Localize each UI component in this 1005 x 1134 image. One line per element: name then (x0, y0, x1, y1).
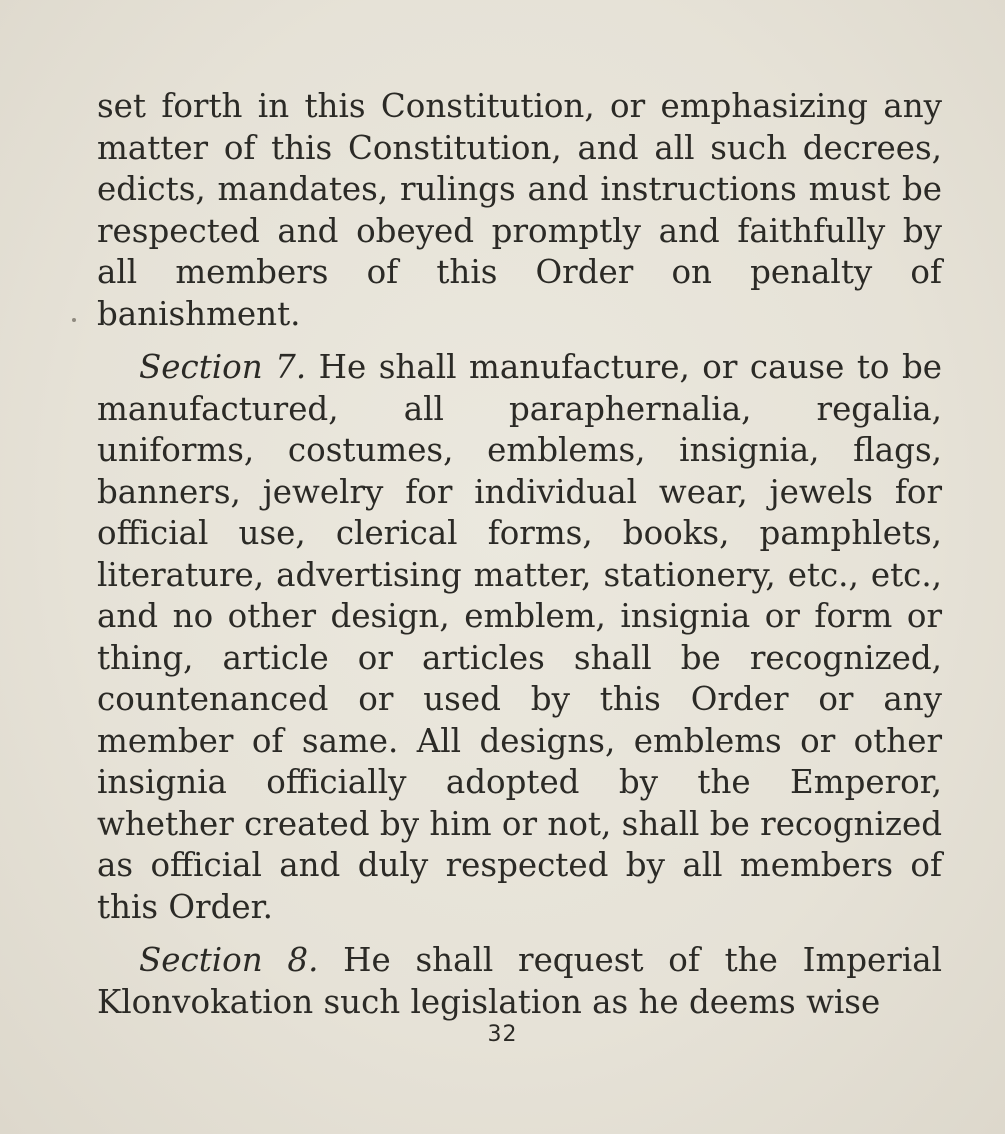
section-label: Section 7. (139, 348, 307, 386)
section-label: Section 8. (139, 941, 319, 979)
paragraph-section-7 (97, 347, 942, 928)
paragraph-section-8 (97, 940, 942, 1023)
paragraph-text: He shall request of the Imperial Klonvokation such legislation as he deems wise (97, 941, 942, 1021)
paper-speck (72, 318, 76, 322)
body-text (97, 86, 942, 1035)
paragraph-continuation (97, 86, 942, 335)
page-number: 32 (487, 1022, 518, 1047)
paragraph-text: set forth in this Constitution, or emphasizing any matter of this Constitution, and all such decrees, edicts, mandates, rulings and instructions must be respected and obeyed promptly and faithfully by all members of this Order on penalty of banishment. (97, 87, 942, 333)
paragraph-text: He shall manufacture, or cause to be manufactured, all paraphernalia, regalia, uniforms, costumes, emblems, insignia, flags, banners, jewelry for individual wear, jewels for official use, clerical forms, books, pamphlets, literature, advertising matter, stationery, etc., etc., and no other design, emblem, insignia or form or thing, article or articles shall be recognized, countenanced or used by this Order or any member of same. All designs, emblems or other insignia officially adopted by the Emperor, whether created by him or not, shall be recognized as official and duly respected by all members of this Order. (97, 348, 942, 926)
